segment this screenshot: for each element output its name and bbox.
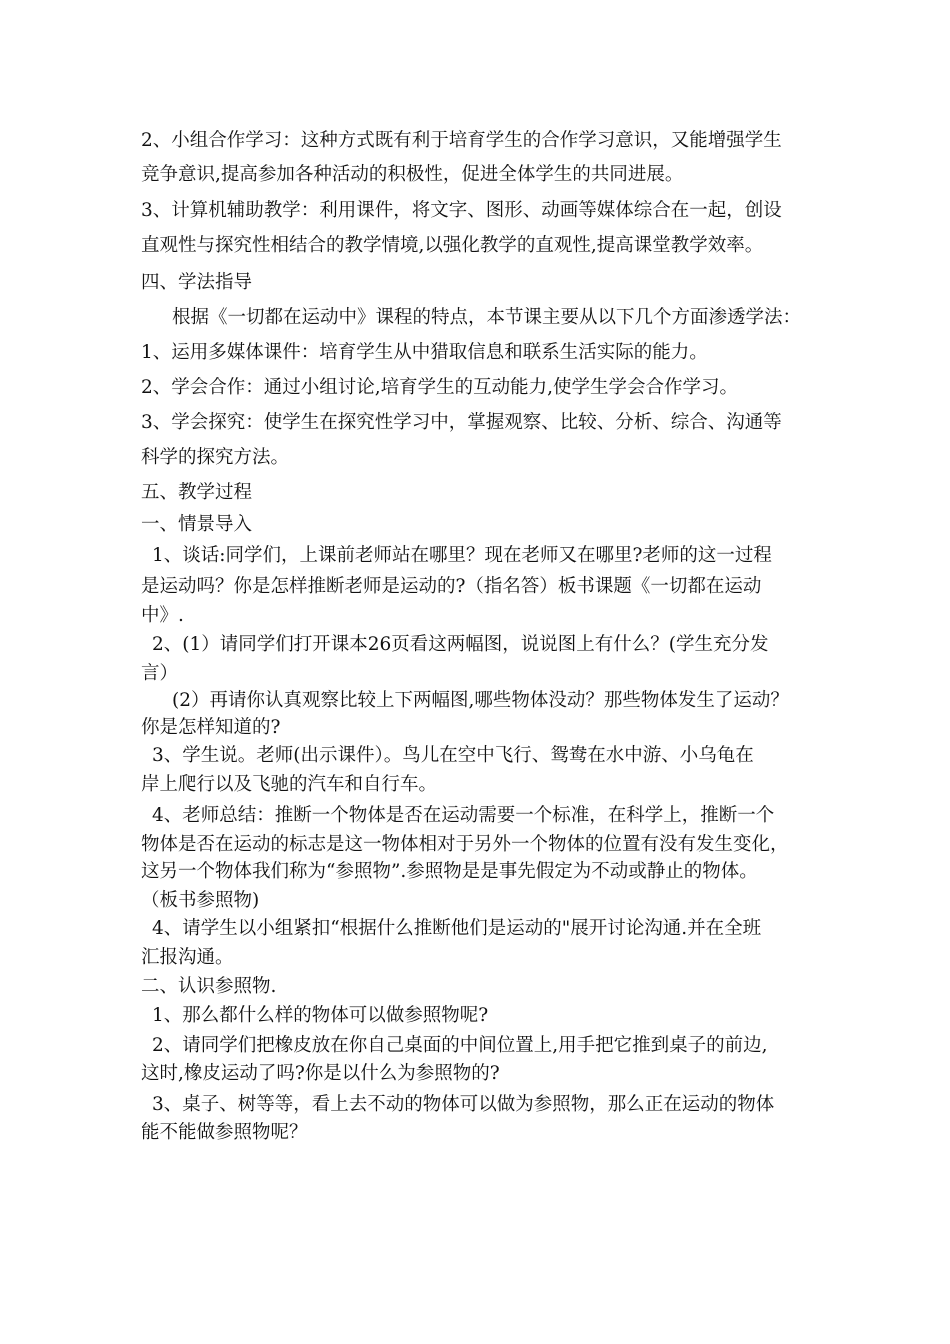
text-line: 这另一个物体我们称为“参照物”.参照物是是事先假定为不动或静止的物体。 — [141, 861, 758, 882]
text-line: 3、计算机辅助教学：利用课件，将文字、图形、动画等媒体综合在一起，创设 — [141, 200, 782, 221]
text-line: 物体是否在运动的标志是这一物体相对于另外一个物体的位置有没有发生变化， — [141, 834, 789, 855]
text-line: 能不能做参照物呢？ — [141, 1122, 308, 1143]
text-line: 岸上爬行以及飞驰的汽车和自行车。 — [141, 774, 438, 795]
text-line: 你是怎样知道的? — [141, 717, 281, 738]
text-line: 中》. — [141, 605, 184, 626]
text-line: 这时,橡皮运动了吗?你是以什么为参照物的? — [141, 1063, 500, 1084]
text-line: 1、那么都什么样的物体可以做参照物呢? — [152, 1005, 489, 1026]
section-heading: 四、学法指导 — [141, 272, 253, 293]
text-line: 根据《一切都在运动中》课程的特点，本节课主要从以下几个方面渗透学法： — [172, 307, 802, 328]
section-heading: 二、认识参照物. — [141, 976, 277, 997]
text-line: 3、学生说。老师(出示课件）。鸟儿在空中飞行、鸳鸯在水中游、小乌龟在 — [152, 745, 754, 766]
text-line: （板书参照物) — [141, 890, 260, 911]
text-line: 1、运用多媒体课件：培育学生从中猎取信息和联系生活实际的能力。 — [141, 342, 708, 363]
text-line: 汇报沟通。 — [141, 947, 234, 968]
section-heading: 五、教学过程 — [141, 482, 253, 503]
text-line: 竞争意识,提高参加各种活动的积极性，促进全体学生的共同进展。 — [141, 164, 684, 185]
text-line: 科学的探究方法。 — [141, 447, 290, 468]
text-line: 2、请同学们把橡皮放在你自己桌面的中间位置上,用手把它推到桌子的前边, — [152, 1035, 768, 1056]
text-line: (2）再请你认真观察比较上下两幅图,哪些物体没动？那些物体发生了运动？ — [172, 690, 789, 711]
text-line: 2、小组合作学习：这种方式既有利于培育学生的合作学习意识，又能增强学生 — [141, 130, 782, 151]
section-heading: 一、情景导入 — [141, 514, 253, 535]
text-line: 言） — [141, 663, 179, 684]
text-line: 3、桌子、树等等，看上去不动的物体可以做为参照物，那么正在运动的物体 — [152, 1094, 775, 1115]
text-line: 3、学会探究：使学生在探究性学习中，掌握观察、比较、分析、综合、沟通等 — [141, 412, 782, 433]
text-line: 直观性与探究性相结合的教学情境,以强化教学的直观性,提高课堂教学效率。 — [141, 235, 764, 256]
text-line: 2、学会合作：通过小组讨论,培育学生的互动能力,使学生学会合作学习。 — [141, 377, 739, 398]
text-line: 4、老师总结：推断一个物体是否在运动需要一个标准，在科学上，推断一个 — [152, 805, 775, 826]
text-line: 2、(1）请同学们打开课本26页看这两幅图，说说图上有什么？(学生充分发 — [152, 634, 769, 655]
text-line: 1、谈话:同学们，上课前老师站在哪里？现在老师又在哪里?老师的这一过程 — [152, 545, 772, 566]
text-line: 4、请学生以小组紧扣“根据什么推断他们是运动的"展开讨论沟通.并在全班 — [152, 918, 762, 939]
text-line: 是运动吗？你是怎样推断老师是运动的?（指名答）板书课题《一切都在运动 — [141, 576, 762, 597]
